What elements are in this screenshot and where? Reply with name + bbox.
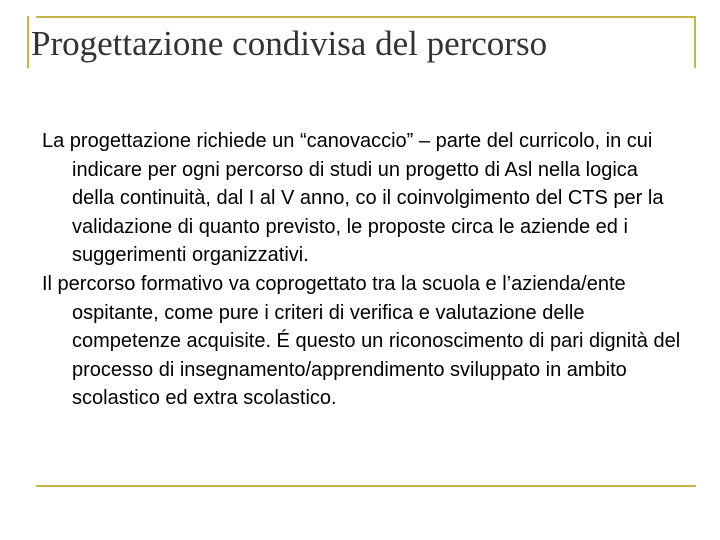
body-paragraph-2: Il percorso formativo va coprogettato tra la scuola e l’azienda/ente ospitante, come pure i criteri di verifica e valutazione delle competenze acquisite. É questo un riconoscimento di pari dignità del processo di insegnamento/apprendimento sviluppato in ambito scolastico ed extra scolastico.	[42, 272, 681, 410]
body-paragraph-1: La progettazione richiede un “canovaccio” – parte del curricolo, in cui indicare per ogni percorso di studi un progetto di Asl nella logica della continuità, dal I al V anno, co il coinvolgimento del CTS per la validazione di quanto previsto, le proposte circa le aziende ed i suggerimenti organizzativi.	[42, 130, 664, 267]
bottom-divider-rule	[36, 485, 696, 487]
slide-body	[42, 127, 682, 413]
title-frame-right-rule	[694, 16, 696, 68]
title-frame-top-rule	[36, 16, 696, 18]
title-frame-left-rule	[27, 16, 29, 68]
slide-title: Progettazione condivisa del percorso	[31, 24, 548, 63]
